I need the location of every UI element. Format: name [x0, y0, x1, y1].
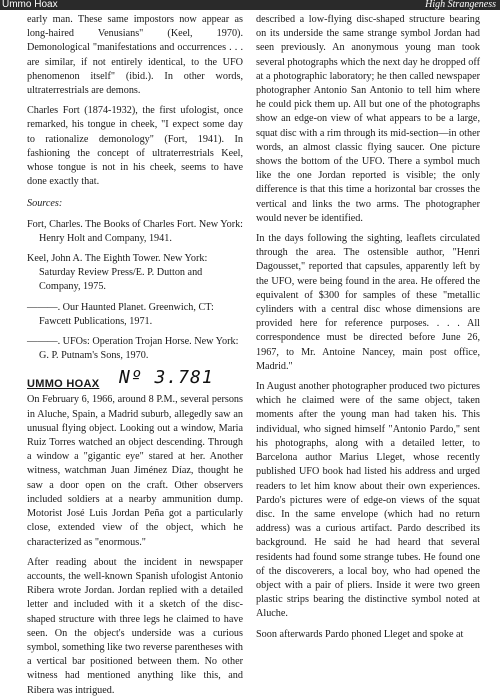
entry-heading: [27, 367, 243, 393]
source-item: ———. UFOs: Operation Trojan Horse. New York: G. P. Putnam's Sons, 1970.: [27, 336, 239, 362]
body-paragraph: In August another photographer produced two pictures which he claimed were of the same object, taken moments after the young man had taken his. This individual, who signed himself "Antonio Pardo," sent his photographs, along with a detailed letter, to Barcelona author Marius Lleget, whose recently published UFO book had listed his address and urged readers to let him know about their own experiences. Pardo's pictures were of edge-on views of the squat disc. In the same envelope (which had no return address) was a curious artifact. Pardo described its background. He said he had heard that several residents had found some strange tubes. He found one of the discoverers, a local boy, who had opened the object with a pair of pliers. Inside it were two green plastic strips bearing the distinctive symbol noted at Aluche.: [256, 381, 480, 620]
header-book-title: High Strangeness: [425, 0, 496, 10]
left-column: [27, 13, 243, 698]
body-paragraph: described a low-flying disc-shaped structure bearing on its underside the same strange symbol Jordan had seen previously. An anonymous young man took several photographs which the next day he dropped off at a photographic laboratory; he then called newspaper photographer Antonio San Antonio to tell him where he could pick them up. All but one of the photographs show an edge-on view of what appears to be a large, squat disc with a rim through its mid-section—in other words, an almost classic flying saucer. One picture shows the bottom of the UFO. There a symbol much like the one Jordan reported is visible; the only difference is that this time a horizontal bar crosses the vertical and links the two arms. The photographer would never be identified.: [256, 14, 480, 224]
entry-paragraph: After reading about the incident in newspaper accounts, the well-known Spanish ufologist Antonio Ribera wrote Jordan. Jordan replied with a detailed letter and included with it a sketch of the disc-shaped structure with three legs he claimed to have seen. On the object's underside was a curious symbol, something like two reverse parentheses with a vertical bar positioned between them. No other witness had mentioned anything like this, and Ribera was intrigued.: [27, 556, 243, 696]
right-column: [256, 13, 480, 642]
body-paragraph: Soon afterwards Pardo phoned Lleget and spoke at: [256, 628, 464, 640]
sources-label: Sources:: [27, 198, 63, 210]
fort-paragraph: Charles Fort (1874-1932), the first ufologist, once remarked, his tongue in cheek, "I expect some day to rationalize demonology" (Fort, 1941). In fashioning the concept of ultraterrestrials Keel, whose tongue is not in his cheek, seems to have done exactly that.: [27, 105, 243, 188]
intro-paragraph: early man. These same impostors now appear as long-haired Venusians" (Keel, 1970). Demonological "manifestations and occurrences . . . are similar, if not entirely identical, to the UFO phenomenon itself" (ibid.). In other words, ultraterrestrials are demons.: [27, 14, 243, 97]
source-item: Fort, Charles. The Books of Charles Fort. New York: Henry Holt and Company, 1941.: [27, 218, 244, 244]
source-item: Keel, John A. The Eighth Tower. New York: Saturday Review Press/E. P. Dutton and Company, 1975.: [27, 253, 208, 293]
entry-title: UMMO HOAX: [27, 378, 100, 391]
header-section-title: Ummo Hoax: [2, 0, 58, 10]
handwritten-stamp: Nº 3.781: [119, 367, 214, 389]
body-paragraph: In the days following the sighting, leaflets circulated through the area. The ostensible author, "Henri Dagousset," reported that capsules, apparently left by the UFO, were being found in the area. He offered the equivalent of $300 for samples of these "metallic cylinders with a central disc whose dimensions are provided here for reference purposes. . . . All correspondence must be directed before June 26, 1967, to Mr. Antoine Nancey, main post office, Madrid.": [256, 233, 480, 372]
entry-paragraph: On February 6, 1966, around 8 P.M., several persons in Aluche, Spain, a Madrid suburb, allegedly saw an unusual flying object. Looking out a window, Maria Ruiz Torres watched an object descending. Through a window a "gigantic eye" stared at her. Another witness, watchman Juan Jiménez Díaz, thought he saw a door open on the craft. Other observers included soldiers at a nearby ammunition dump. Motorist José Luis Jordan Peña got a particularly close, extended view of the object, which he characterized as "enormous.": [27, 394, 243, 548]
source-item: ———. Our Haunted Planet. Greenwich, CT: Fawcett Publications, 1971.: [27, 301, 214, 327]
running-header: [0, 0, 500, 10]
